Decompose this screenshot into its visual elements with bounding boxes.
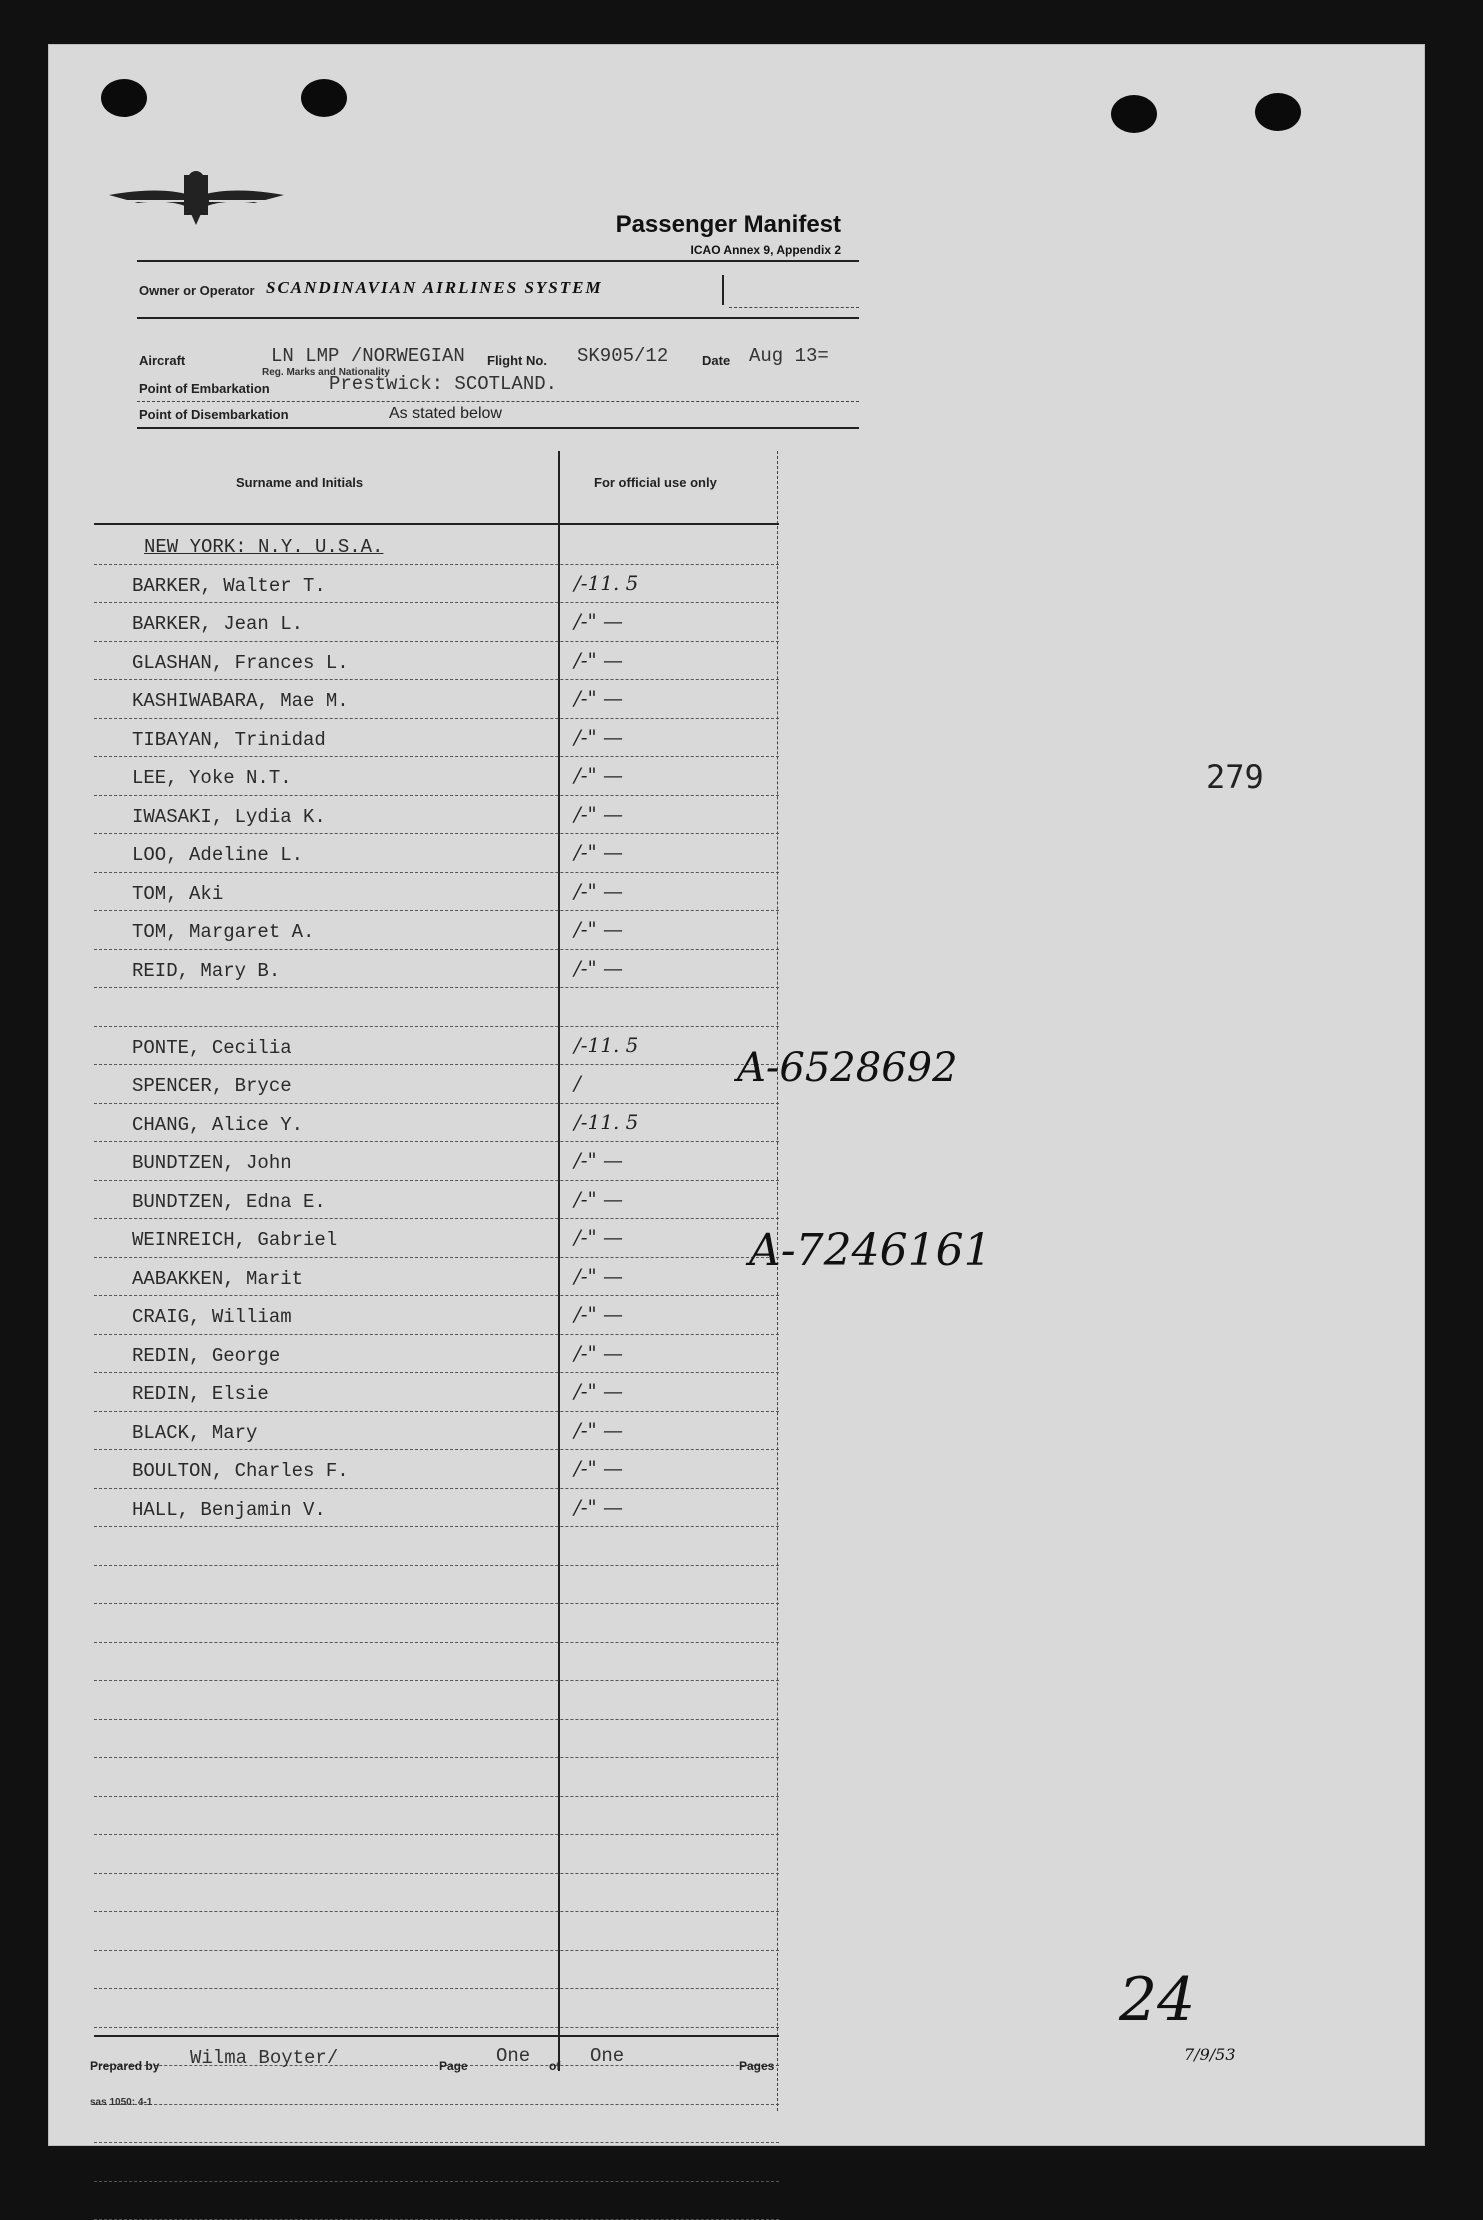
official-mark: /-" — — [574, 1264, 623, 1288]
owner-value: SCANDINAVIAN AIRLINES SYSTEM — [266, 278, 603, 298]
table-row — [94, 1604, 779, 1643]
table-row — [94, 1142, 779, 1181]
aircraft-value: LN LMP /NORWEGIAN — [271, 345, 465, 367]
official-mark: /-11. 5 — [574, 571, 638, 595]
official-mark: /-" — — [574, 956, 623, 980]
disembark-value: As stated below — [389, 405, 502, 423]
passenger-name: IWASAKI, Lydia K. — [132, 806, 326, 828]
official-mark: /-" — — [574, 686, 623, 710]
table-row — [94, 1797, 779, 1836]
table-row — [94, 834, 779, 873]
of-label: of — [549, 2059, 560, 2073]
table-row — [94, 1527, 779, 1566]
punch-hole — [1111, 95, 1157, 133]
passenger-name: GLASHAN, Frances L. — [132, 652, 349, 674]
embark-label: Point of Embarkation — [139, 381, 270, 396]
table-row — [94, 1643, 779, 1682]
flight-value: SK905/12 — [577, 345, 668, 367]
official-mark: /-" — — [574, 917, 623, 941]
table-row — [94, 680, 779, 719]
table-row — [94, 1874, 779, 1913]
page-label: Page — [439, 2059, 468, 2073]
embark-value: Prestwick: SCOTLAND. — [329, 373, 557, 395]
stamp-number: 279 — [1206, 758, 1264, 796]
table-row — [94, 1065, 779, 1104]
passenger-name: REID, Mary B. — [132, 960, 280, 982]
disembark-label: Point of Disembarkation — [139, 407, 289, 422]
table-row — [94, 1951, 779, 1990]
official-mark: /-" — — [574, 725, 623, 749]
passenger-name: TOM, Margaret A. — [132, 921, 314, 943]
table-row — [94, 1681, 779, 1720]
official-mark: /-" — — [574, 1302, 623, 1326]
divider — [94, 2035, 779, 2037]
passenger-name: BLACK, Mary — [132, 1422, 257, 1444]
table-row — [94, 1450, 779, 1489]
table-row — [94, 2143, 779, 2182]
divider — [137, 401, 859, 402]
of-value: One — [590, 2045, 624, 2067]
aircraft-label: Aircraft — [139, 353, 185, 368]
table-row — [94, 873, 779, 912]
alien-number-1: A-6528692 — [737, 1045, 958, 1091]
divider — [137, 427, 859, 429]
official-mark: /-" — — [574, 1418, 623, 1442]
passenger-name: REDIN, Elsie — [132, 1383, 269, 1405]
page-subtitle: ICAO Annex 9, Appendix 2 — [616, 243, 841, 257]
owner-label: Owner or Operator — [139, 283, 255, 298]
page-title: Passenger Manifest — [616, 211, 841, 239]
official-mark: /-11. 5 — [574, 1110, 638, 1134]
passenger-name: WEINREICH, Gabriel — [132, 1229, 337, 1251]
passenger-name: SPENCER, Bryce — [132, 1075, 292, 1097]
date-label: Date — [702, 353, 730, 368]
official-mark: /-" — — [574, 879, 623, 903]
destination-heading: NEW YORK: N.Y. U.S.A. — [144, 536, 383, 558]
official-mark: /-" — — [574, 1148, 623, 1172]
passenger-name: BUNDTZEN, John — [132, 1152, 292, 1174]
table-row — [94, 1296, 779, 1335]
table-row — [94, 1912, 779, 1951]
table-row — [94, 2105, 779, 2144]
official-mark: /-" — — [574, 840, 623, 864]
table-row — [94, 1104, 779, 1143]
table-row — [94, 2066, 779, 2105]
airline-wings-logo-icon — [104, 155, 289, 265]
table-row — [94, 603, 779, 642]
passenger-name: BARKER, Jean L. — [132, 613, 303, 635]
official-mark: /-" — — [574, 802, 623, 826]
table-row — [94, 950, 779, 989]
passenger-name: TIBAYAN, Trinidad — [132, 729, 326, 751]
table-row — [94, 1373, 779, 1412]
passenger-name: LOO, Adeline L. — [132, 844, 303, 866]
passenger-name: BARKER, Walter T. — [132, 575, 326, 597]
reg-note: Reg. Marks and Nationality — [262, 367, 390, 378]
passenger-name: TOM, Aki — [132, 883, 223, 905]
table-row — [94, 1181, 779, 1220]
official-mark: /-" — — [574, 1341, 623, 1365]
table-row — [94, 1219, 779, 1258]
manifest-page — [48, 44, 1425, 2146]
date-value: Aug 13= — [749, 345, 829, 367]
divider — [729, 307, 859, 308]
official-mark: /-" — — [574, 1379, 623, 1403]
official-mark: /-11. 5 — [574, 1033, 638, 1057]
table-row — [94, 1720, 779, 1759]
table-row — [94, 642, 779, 681]
passenger-table — [94, 451, 779, 2111]
passenger-name: HALL, Benjamin V. — [132, 1499, 326, 1521]
official-mark: /-" — — [574, 609, 623, 633]
official-mark: /-" — — [574, 1495, 623, 1519]
official-mark: /-" — — [574, 1187, 623, 1211]
table-row — [94, 1335, 779, 1374]
table-row — [94, 757, 779, 796]
passenger-name: KASHIWABARA, Mae M. — [132, 690, 349, 712]
divider — [137, 317, 859, 319]
table-row — [94, 1489, 779, 1528]
header-divider — [94, 523, 779, 525]
passenger-rows — [94, 526, 779, 2220]
passenger-name: CRAIG, William — [132, 1306, 292, 1328]
passenger-name: BUNDTZEN, Edna E. — [132, 1191, 326, 1213]
prepared-value: Wilma Boyter/ — [190, 2047, 338, 2069]
table-row — [94, 1835, 779, 1874]
table-row — [94, 719, 779, 758]
manifest-title-block — [616, 211, 841, 257]
column-header-name: Surname and Initials — [236, 475, 363, 490]
punch-hole — [1255, 93, 1301, 131]
corner-mark: 24 — [1119, 1965, 1195, 2035]
official-mark: /-" — — [574, 1456, 623, 1480]
divider — [722, 275, 724, 305]
passenger-name: REDIN, George — [132, 1345, 280, 1367]
official-mark: /-" — — [574, 648, 623, 672]
page-value: One — [496, 2045, 530, 2067]
official-mark: /-" — — [574, 763, 623, 787]
flight-label: Flight No. — [487, 353, 547, 368]
table-row — [94, 565, 779, 604]
divider — [137, 260, 859, 262]
prepared-label: Prepared by — [90, 2059, 159, 2073]
passenger-name: AABAKKEN, Marit — [132, 1268, 303, 1290]
pages-label: Pages — [739, 2059, 774, 2073]
table-row — [94, 796, 779, 835]
form-code: sas 1050: 4-1 — [90, 2097, 152, 2108]
corner-date: 7/9/53 — [1184, 2045, 1236, 2064]
table-row — [94, 911, 779, 950]
table-row — [94, 1566, 779, 1605]
table-row — [94, 2182, 779, 2220]
alien-number-2: A-7246161 — [749, 1225, 992, 1276]
table-row — [94, 1412, 779, 1451]
table-row — [94, 1989, 779, 2028]
passenger-name: PONTE, Cecilia — [132, 1037, 292, 1059]
table-row — [94, 988, 779, 1027]
passenger-name: LEE, Yoke N.T. — [132, 767, 292, 789]
passenger-name: BOULTON, Charles F. — [132, 1460, 349, 1482]
column-header-official: For official use only — [594, 475, 717, 490]
passenger-name: CHANG, Alice Y. — [132, 1114, 303, 1136]
table-row — [94, 1027, 779, 1066]
official-mark: /-" — — [574, 1225, 623, 1249]
official-mark: / — [574, 1071, 581, 1095]
table-row — [94, 526, 779, 565]
table-row — [94, 1258, 779, 1297]
table-row — [94, 1758, 779, 1797]
